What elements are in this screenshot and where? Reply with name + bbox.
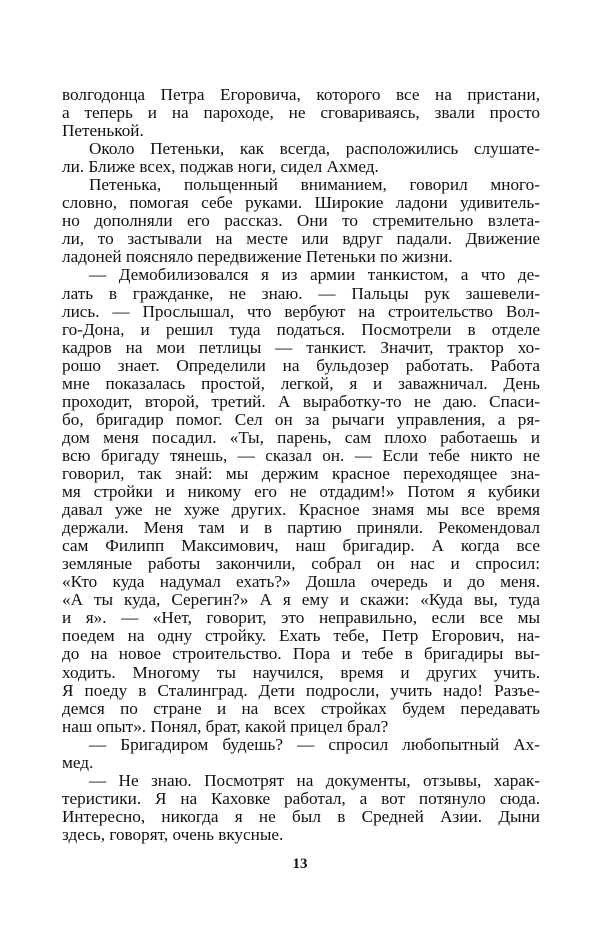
text-line: мя стройки и никому его не отдадим!» Потом я кубики xyxy=(62,482,540,502)
paragraph xyxy=(62,266,540,735)
text-line: кадров на мои петлицы — танкист. Значит, трактор хо- xyxy=(62,337,540,357)
text-line: всю бригаду тянешь, — сказал он. — Если тебе никто не xyxy=(62,445,540,465)
text-line: но дополняли его рассказ. Они то стремительно взлета- xyxy=(62,211,540,231)
text-line: дом меня посадил. «Ты, парень, сам плохо работаешь и xyxy=(62,427,540,447)
text-line: «А ты куда, Серегин?» А я ему и скажи: «Куда вы, туда xyxy=(62,590,540,610)
text-line: ходить. Многому ты научился, время и других учить. xyxy=(62,662,540,682)
text-line: сам Филипп Максимович, наш бригадир. А когда все xyxy=(62,536,540,556)
text-line: го-Дона, и решил туда податься. Посмотрели в отделе xyxy=(62,319,540,339)
text-line: давал уже не хуже других. Красное знамя мы все время xyxy=(62,500,540,520)
text-line: здесь, говорят, очень вкусные. xyxy=(62,824,284,844)
text-line: лать в гражданке, не знаю. — Пальцы рук зашевели- xyxy=(62,283,540,303)
text-line: поедем на одну стройку. Ехать тебе, Петр Егорович, на- xyxy=(62,626,540,646)
text-line: а теперь и на пароходе, не сговариваясь, звали просто xyxy=(62,103,540,123)
text-line: земляные работы закончили, собрал он нас и спросил: xyxy=(62,554,540,574)
book-page-text xyxy=(62,86,540,844)
text-line: Я поеду в Сталинград. Дети подросли, учить надо! Разъе- xyxy=(62,680,540,700)
text-line: Около Петеньки, как всегда, расположились слушате- xyxy=(89,139,540,159)
text-line: и я». — «Нет, говорит, это неправильно, если все мы xyxy=(62,608,540,628)
text-line: Интересно, никогда я не был в Средней Азии. Дыни xyxy=(62,806,540,826)
text-line: — Демобилизовался я из армии танкистом, а что де- xyxy=(89,265,540,285)
text-line: проходит, второй, третий. А выработку-то не даю. Спаси- xyxy=(62,391,540,411)
text-line: Петенькой. xyxy=(62,121,144,141)
page-number: 13 xyxy=(292,856,308,872)
text-line: — Бригадиром будешь? — спросил любопытный Ах- xyxy=(89,734,540,754)
text-line: до на новое строительство. Пора и тебе в бригадиры вы- xyxy=(62,644,540,664)
paragraph xyxy=(62,86,540,140)
text-line: словно, помогая себе руками. Широкие ладони удивитель- xyxy=(62,193,540,213)
text-line: ли, то застывали на месте или вдруг падали. Движение xyxy=(62,229,540,249)
text-line: теристики. Я на Каховке работал, а вот потянуло сюда. xyxy=(62,788,540,808)
paragraph xyxy=(62,736,540,772)
text-line: наш опыт». Понял, брат, какой прицел брал? xyxy=(62,716,389,736)
text-line: Петенька, польщенный вниманием, говорил много- xyxy=(89,175,540,195)
text-line: демся по стране и на всех стройках будем передавать xyxy=(62,698,540,718)
text-line: мед. xyxy=(62,752,94,772)
text-line: мне показалась простой, легкой, я и заважничал. День xyxy=(62,373,540,393)
paragraph xyxy=(62,176,540,266)
text-line: держали. Меня там и в партию приняли. Рекомендовал xyxy=(62,518,540,538)
paragraph xyxy=(62,140,540,176)
text-line: волгодонца Петра Егоровича, которого все на пристани, xyxy=(62,85,540,104)
text-line: ладоней поясняло передвижение Петеньки по жизни. xyxy=(62,247,453,267)
text-line: «Кто куда надумал ехать?» Дошла очередь и до меня. xyxy=(62,572,540,592)
text-line: — Не знаю. Посмотрят на документы, отзывы, харак- xyxy=(89,770,540,790)
paragraph xyxy=(62,772,540,844)
text-line: говорил, так знай: мы держим красное переходящее зна- xyxy=(62,463,540,483)
text-line: рошо знает. Определили на бульдозер работать. Работа xyxy=(62,355,540,375)
text-line: бо, бригадир помог. Сел он за рычаги управления, а ря- xyxy=(62,409,540,429)
text-line: ли. Ближе всех, поджав ноги, сидел Ахмед. xyxy=(62,157,379,177)
text-line: лись. — Прослышал, что вербуют на строительство Вол- xyxy=(62,301,540,321)
